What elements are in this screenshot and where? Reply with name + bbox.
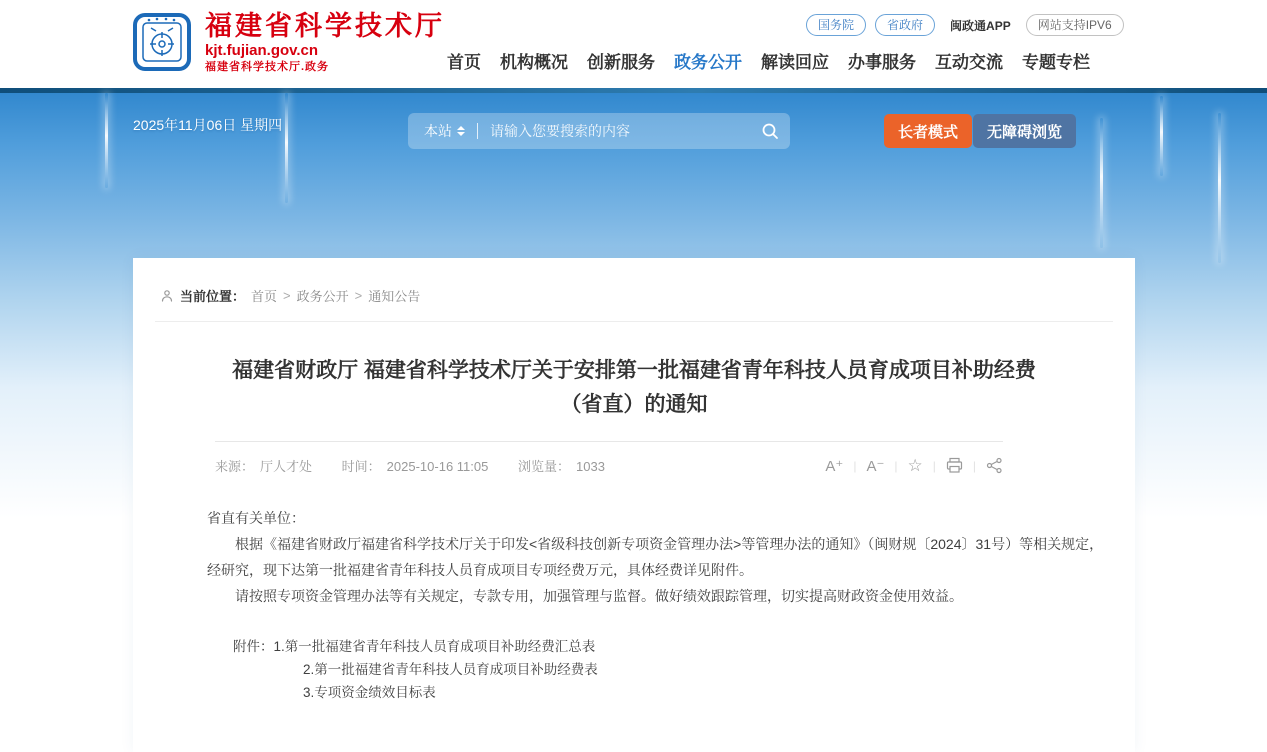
accessibility-button[interactable]: 无障碍浏览 [973,114,1076,148]
site-logo[interactable] [133,11,445,75]
source-value: 厅人才处 [260,459,313,474]
nav-org-overview[interactable]: 机构概况 [500,53,568,72]
site-header [0,0,1267,88]
article-title [214,354,1054,422]
article-title-line2: （省直）的通知 [560,393,708,416]
attachments-label: 附件： [233,639,274,654]
views-label: 浏览量： [517,459,570,474]
salutation: 省直有关单位： [207,510,305,526]
nav-special-topics[interactable]: 专题专栏 [1022,53,1090,72]
light-beam-decoration [1100,118,1103,248]
link-state-council[interactable]: 国务院 [806,14,866,36]
elder-mode-button[interactable]: 长者模式 [884,114,972,148]
nav-home[interactable]: 首页 [447,53,481,72]
attachment-link-1[interactable]: 1.第一批福建省青年科技人员育成项目补助经费汇总表 [273,639,596,654]
light-beam-decoration [285,93,288,203]
site-domain: kjt.fujian.gov.cn [205,42,319,59]
breadcrumb-label: 当前位置： [180,289,246,304]
tool-separator: | [932,458,936,473]
site-gov-subtitle: 福建省科学技术厅.政务 [205,61,330,73]
link-minzhengtong-app[interactable]: 闽政通APP [950,18,1011,33]
article-title-line1: 福建省财政厅 福建省科学技术厅关于安排第一批福建省青年科技人员育成项目补助经费 [232,359,1036,382]
light-beam-decoration [105,93,108,188]
attachment-row [207,681,1105,704]
site-search [408,113,790,149]
print-icon[interactable] [946,457,963,474]
breadcrumb-home[interactable]: 首页 [251,289,278,304]
logo-text-block [205,11,445,75]
search-scope-selector[interactable] [408,121,475,141]
font-increase-button[interactable]: A⁺ [825,457,844,475]
breadcrumb-section[interactable]: 政务公开 [296,289,349,304]
current-date: 2025年11月06日 星期四 [133,117,283,133]
main-nav [447,48,1090,73]
article-meta [215,456,611,475]
search-icon [761,122,779,140]
nav-interpretation[interactable]: 解读回应 [761,53,829,72]
article-meta-row [215,456,1003,475]
hero-banner [0,88,1267,700]
font-decrease-button[interactable]: A⁻ [866,457,885,475]
nav-innovation-services[interactable]: 创新服务 [587,53,655,72]
favorite-star-icon[interactable]: ☆ [907,456,923,475]
breadcrumb-current: 通知公告 [368,289,421,304]
tool-separator: | [972,458,976,473]
search-input[interactable] [480,123,750,139]
paragraph-1: 根据《福建省财政厅福建省科学技术厅关于印发<省级科技创新专项资金管理办法>等管理办法的通知》（闽财规〔2024〕31号）等相关规定，经研究，现下达第一批福建省青年科技人员育成项目专项经费万元，具体经费详见附件。 [207,536,1104,578]
attachment-link-2[interactable]: 2.第一批福建省青年科技人员育成项目补助经费表 [303,662,598,677]
light-beam-decoration [1218,113,1221,263]
nav-services[interactable]: 办事服务 [848,53,916,72]
link-provincial-gov[interactable]: 省政府 [875,14,935,36]
breadcrumb-separator: > [354,288,363,303]
light-beam-decoration [1160,96,1163,176]
nav-interaction[interactable]: 互动交流 [935,53,1003,72]
search-scope-label: 本站 [424,123,452,139]
share-icon[interactable] [986,457,1003,474]
meta-divider [215,441,1003,442]
article-body [207,505,1105,704]
attachment-row [207,658,1105,681]
breadcrumb-separator: > [283,288,291,303]
site-name: 福建省科学技术厅 [205,11,445,41]
time-label: 时间： [341,459,381,474]
banner-top-strip [0,88,1267,93]
breadcrumb-divider [155,321,1113,322]
content-card [133,258,1135,752]
attachment-link-3[interactable]: 3.专项资金绩效目标表 [303,685,436,700]
chevron-updown-icon [457,126,465,136]
article-tools [825,457,1003,475]
views-value: 1033 [576,459,605,474]
location-pin-icon [160,288,174,303]
badge-ipv6[interactable]: 网站支持IPV6 [1026,14,1124,36]
header-quick-links [806,14,1124,36]
tool-separator: | [853,458,857,473]
nav-gov-disclosure[interactable]: 政务公开 [674,53,742,72]
source-label: 来源： [215,459,255,474]
tool-separator: | [894,458,898,473]
search-button[interactable] [750,113,790,149]
paragraph-2: 请按照专项资金管理办法等有关规定，专款专用，加强管理与监督。做好绩效跟踪管理，切实提高财政资金使用效益。 [235,588,963,604]
agency-seal-icon [133,11,191,73]
search-divider [477,123,478,139]
breadcrumb [160,286,420,305]
time-value: 2025-10-16 11:05 [386,459,489,474]
attachments-block [207,635,1105,704]
attachment-row [207,635,1105,658]
